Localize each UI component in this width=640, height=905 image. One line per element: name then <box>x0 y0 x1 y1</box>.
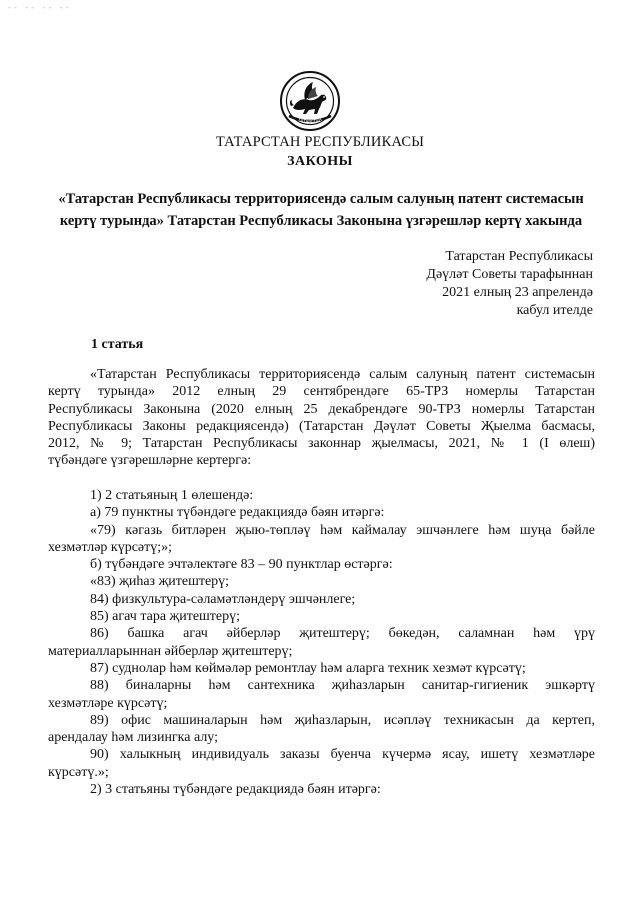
list-item: «79) кәгазь битләрен җыю-төпләү һәм каймалау эшчәнлеге һәм шуңа бәйле <box>90 522 595 538</box>
list-item: хезмәтләр күрсәтү;»; <box>48 539 173 555</box>
emblem-ribbon <box>279 70 341 132</box>
list-item: 85) агач тара җитештерү; <box>90 609 241 625</box>
list-item: арендалау һәм лизингка алу; <box>48 730 219 746</box>
law-title-line: кертү турында» Татарстан Республикасы Законына үзгәрешләр кертү хакында <box>59 213 583 229</box>
list-item: 2) 3 статьяны түбәндәге редакциядә бәян итәргә: <box>90 782 381 797</box>
list-item: 87) суднолар һәм көймәләр ремонтлау һәм аларга техник хезмәт күрсәтү; <box>90 660 526 676</box>
law-title <box>48 188 594 232</box>
preamble-line: Республикасы Законы редакциясендә) (Татарстан Дәүләт Советы Җыелма басмасы, <box>48 418 595 434</box>
list-item: «83) җиһаз җитештерү; <box>90 574 230 590</box>
list-item: 88) биналарны һәм сантехника җиһазларын санитар-гигиеник эшкәртү <box>90 678 595 694</box>
amendment-list <box>48 487 595 781</box>
list-item: 90) халыкның индивидуаль заказы буенча күчермә ясау, ишетү хезмәтләре <box>90 747 595 763</box>
svg-text:ТАТАРСТАН <box>296 117 322 124</box>
preamble-line: Республикасы Законына (2020 елның 25 декабрендәге 90-ТРЗ номерлы Татарстан <box>48 401 595 417</box>
preamble-line: кертү турында» 2012 елның 29 сентябрендәге 65-ТРЗ номерлы Татарстан <box>48 384 595 400</box>
republic-heading: ТАТАРСТАН РЕСПУБЛИКАСЫ <box>215 134 425 150</box>
article-heading: 1 статья <box>91 337 144 352</box>
list-item: 1) 2 статьяның 1 өлешендә: <box>90 488 254 503</box>
adoption-line: 2021 елның 23 апрелендә <box>442 285 593 300</box>
adoption-line: кабул ителде <box>516 303 593 318</box>
preamble-line: түбәндәге үзгәрешләрне кертергә: <box>48 453 252 469</box>
list-item: б) түбәндәге эчтәлектәге 83 – 90 пунктлар өстәргә: <box>90 557 393 573</box>
scan-marks: -- -- -- -- <box>8 2 72 12</box>
list-item: 86) башка агач әйберләр җитештерү; бөкедән, саламнан һәм үрү <box>90 626 595 642</box>
adoption-line: Дәүләт Советы тарафыннан <box>426 267 593 282</box>
list-item: а) 79 пунктны түбәндәге редакциядә бәян итәргә: <box>90 505 385 521</box>
list-item: хезмәтләре күрсәтү; <box>48 695 168 711</box>
adoption-line: Татарстан Республикасы <box>445 249 593 264</box>
law-title-line: «Татарстан Республикасы территориясендә салым салуның патент системасын <box>58 191 584 207</box>
adoption-block <box>426 248 593 320</box>
emblem-ribbon-text: ТАТАРСТАН <box>297 117 323 125</box>
preamble-line: 2012, № 9; Татарстан Республикасы законнар җыелмасы, 2021, № 1 (I өлеш) <box>48 436 595 452</box>
list-item: 89) офис машиналарын һәм җиһазларын, исәпләү техникасын да кертеп, <box>90 712 595 728</box>
list-item: 84) физкультура-сәламәтләндерү эшчәнлеге; <box>90 591 356 607</box>
article-preamble <box>48 366 595 470</box>
list-item: материалларыннан әйберләр җитештерү; <box>48 643 293 659</box>
laws-heading: ЗАКОНЫ <box>287 154 353 169</box>
list-item: күрсәтү.»; <box>48 764 109 780</box>
preamble-line: «Татарстан Республикасы территориясендә салым салуның патент системасын <box>90 367 595 382</box>
